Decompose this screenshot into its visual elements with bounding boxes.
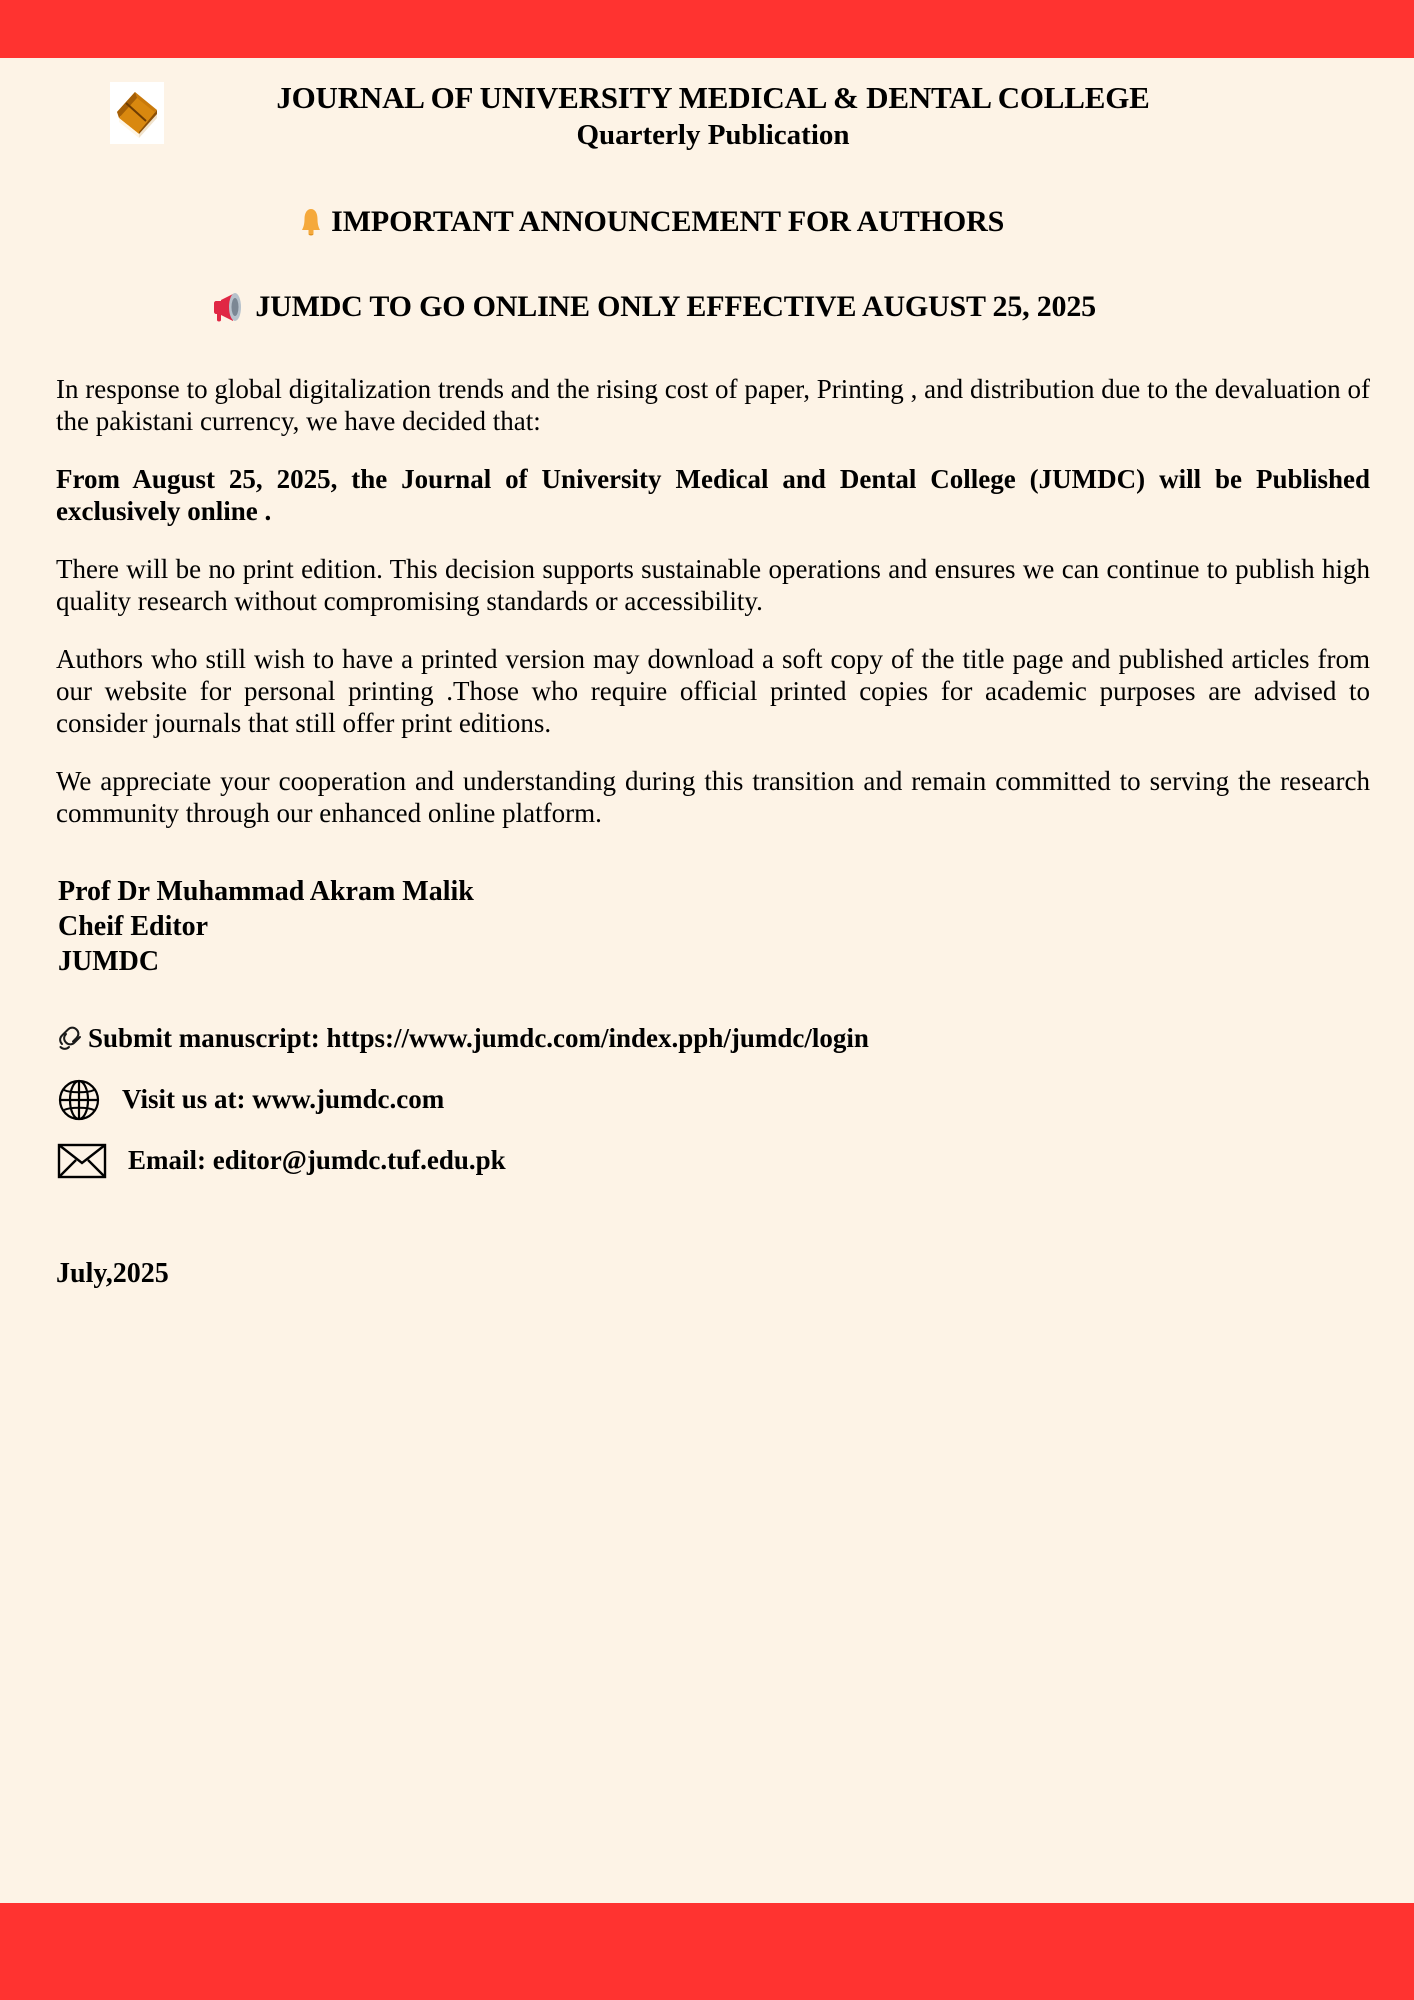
top-accent-bar [0,0,1414,58]
submit-manuscript-label[interactable]: Submit manuscript: https://www.jumdc.com/index.pph/jumdc/login [88,1022,869,1053]
signature-role: Cheif Editor [58,910,209,942]
masthead-text [166,80,1370,153]
closed-book-icon [110,82,164,144]
website-row[interactable] [56,1078,1370,1122]
globe-icon [56,1078,102,1122]
paragraph-effective-date: From August 25, 2025, the Journal of University Medical and Dental College (JUMDC) will be Published exclusively online . [56,463,1370,526]
journal-subtitle: Quarterly Publication [576,119,850,152]
website-label[interactable]: Visit us at: www.jumdc.com [122,1084,445,1115]
signature-name: Prof Dr Muhammad Akram Malik [58,875,474,907]
megaphone-icon [212,292,248,330]
announcement-heading [56,205,1370,245]
paragraph-soft-copy: Authors who still wish to have a printed version may download a soft copy of the title page and published articles from our website for personal printing .Those who require official printed copies for academic purposes are advised to consider journals that still offer print editions. [56,643,1370,738]
envelope-icon [56,1142,108,1180]
effective-notice-text: JUMDC TO GO ONLINE ONLY EFFECTIVE AUGUST 25, 2025 [255,289,1096,323]
signature-block [56,874,1370,979]
body-paragraphs [56,374,1370,830]
paragraph-no-print-edition: There will be no print edition. This decision supports sustainable operations and ensures we can continue to publish high quality research without compromising standards or accessibility. [56,553,1370,616]
submit-manuscript-row[interactable] [56,1023,1370,1054]
masthead [56,58,1370,153]
effective-notice-heading [56,290,1370,330]
journal-title: JOURNAL OF UNIVERSITY MEDICAL & DENTAL COLLEGE [276,80,1150,115]
paragraph-intro: In response to global digitalization trends and the rising cost of paper, Printing , and distribution due to the devaluation of the pakistani currency, we have decided that: [56,373,1370,436]
announcement-heading-text: IMPORTANT ANNOUNCEMENT FOR AUTHORS [331,204,1005,238]
email-row[interactable] [56,1142,1370,1180]
bell-icon [298,207,324,245]
paragraph-thanks: We appreciate your cooperation and understanding during this transition and remain committed to serving the research community through our enhanced online platform. [56,765,1370,828]
bottom-accent-bar [0,1903,1414,2000]
link-icon [56,1023,88,1053]
document-content [0,58,1414,1903]
contacts-block [56,1023,1370,1180]
issue-date: July,2025 [56,1257,169,1289]
email-label[interactable]: Email: editor@jumdc.tuf.edu.pk [128,1145,506,1176]
signature-organization: JUMDC [58,945,160,977]
